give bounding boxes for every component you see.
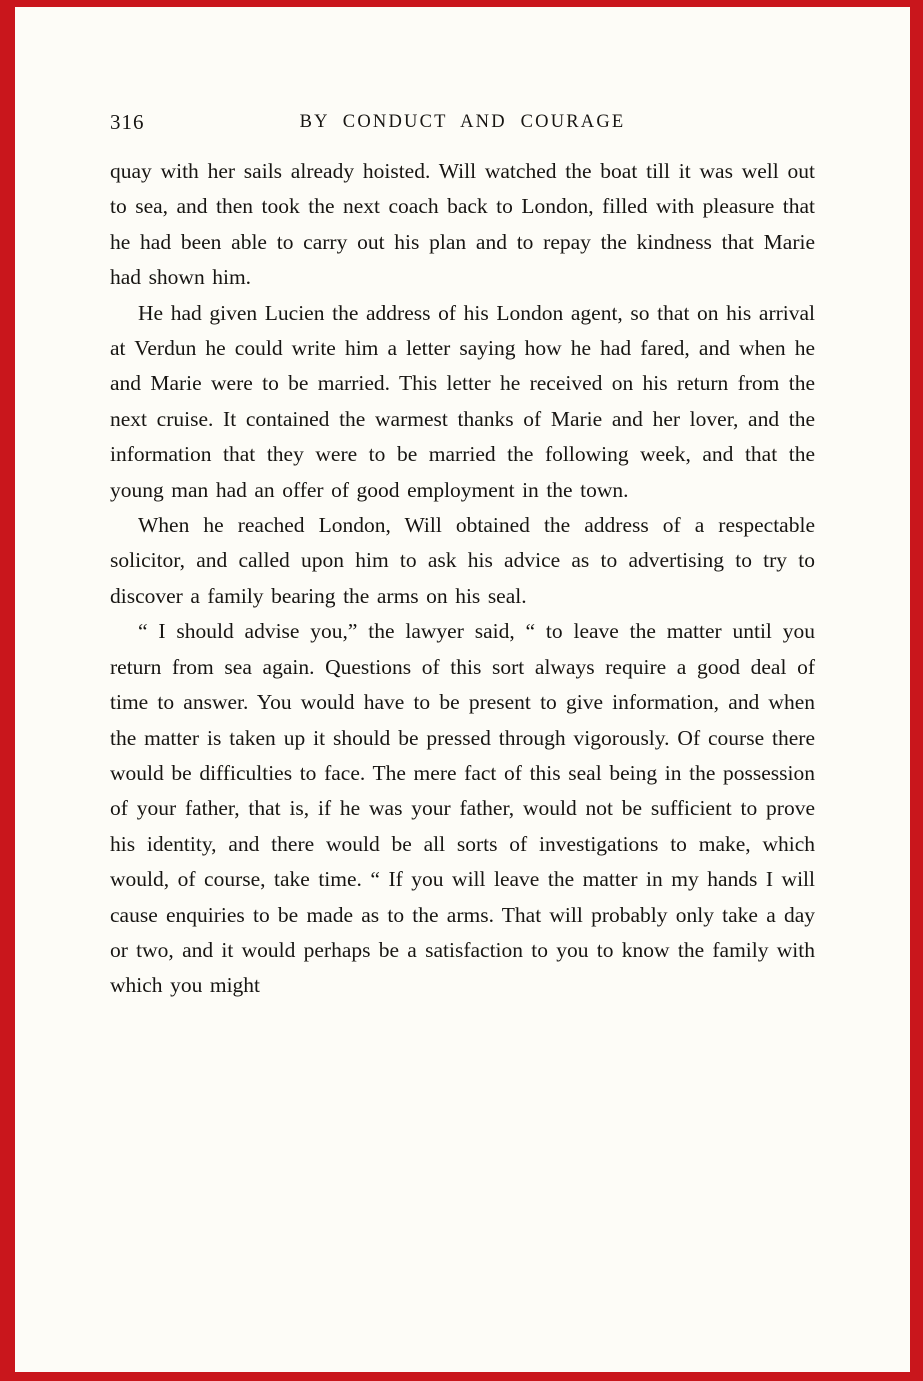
page-number: 316 bbox=[110, 110, 145, 134]
running-title: BY CONDUCT AND COURAGE bbox=[299, 112, 626, 132]
paragraph: He had given Lucien the address of his London agent, so that on his arrival at Verdun he could write him a letter saying how he had fared, and when he and Marie were to be married. This letter he received on his return from the next cruise. It contained the warmest thanks of Marie and her lover, and the information that they were to be married the following week, and that the young man had an offer of good employment in the town. bbox=[110, 300, 815, 502]
paragraph: When he reached London, Will obtained the address of a respectable solicitor, and called upon him to ask his advice as to advertising to try to discover a family bearing the arms on his seal. bbox=[110, 513, 815, 608]
paragraph: “ I should advise you,” the lawyer said, “ to leave the matter until you return from sea again. Questions of this sort always require a good deal of time to answer. You would have to be present to give information, and when the matter is taken up it should be pressed through vigorously. Of course there would be difficulties to face. The mere fact of this seal being in the possession of your father, that is, if he was your father, would not be sufficient to prove his identity, and there would be all sorts of investigations to make, which would, of course, take time. “ If you will leave the matter in my hands I will cause enquiries to be made as to the arms. That will probably only take a day or two, and it would perhaps be a satisfaction to you to know the family with which you might bbox=[110, 619, 815, 998]
text-block bbox=[110, 154, 815, 1004]
paragraph: quay with her sails already hoisted. Will watched the boat till it was well out to sea, and then took the next coach back to London, filled with pleasure that he had been able to carry out his plan and to repay the kindness that Marie had shown him. bbox=[110, 159, 815, 290]
page-header bbox=[110, 110, 815, 138]
page-content-area bbox=[15, 7, 910, 1004]
